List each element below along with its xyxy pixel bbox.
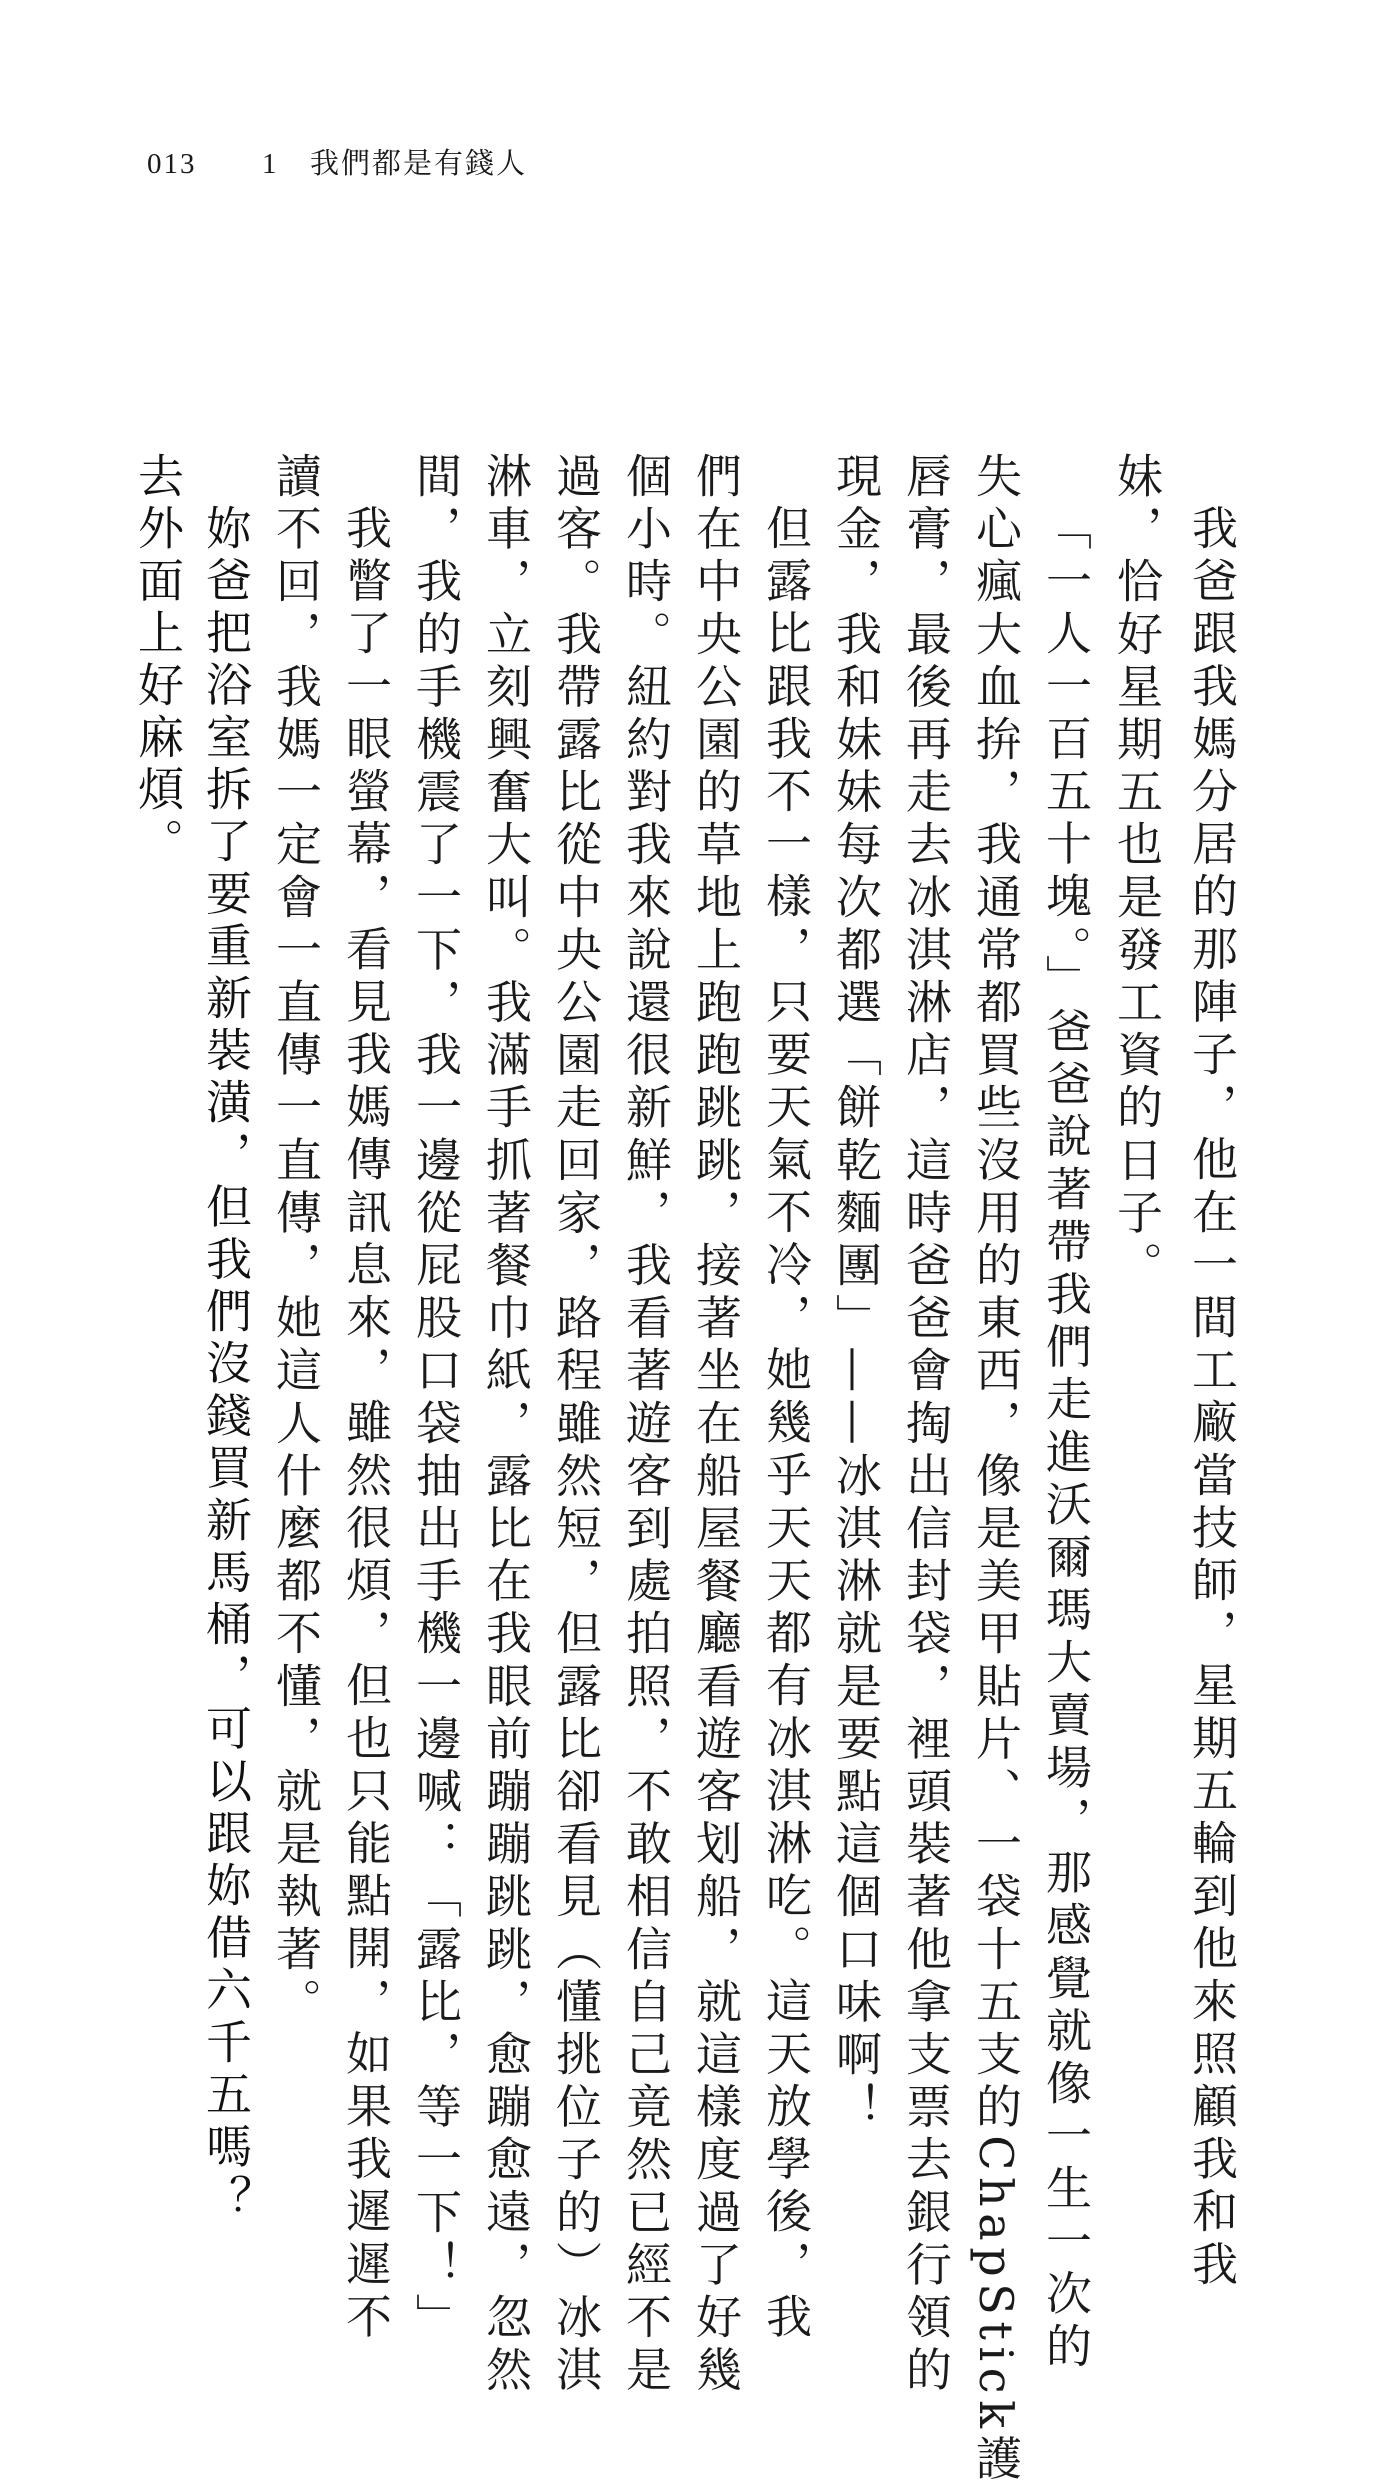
- text-column-10: 過客。我帶露比從中央公園走回家，路程雖然短，但露比卻看見（懂挑位子的）冰淇: [549, 452, 603, 2399]
- text-column-7: 但露比跟我不一樣，只要天氣不冷，她幾乎天天都有冰淇淋吃。這天放學後，我: [759, 504, 813, 2345]
- text-message-line-2: 去外面上好麻煩。: [131, 452, 185, 870]
- text-column-3: 「一人一百五十塊。」爸爸說著帶我們走進沃爾瑪大賣場，那感覺就像一生一次的: [1039, 504, 1093, 2375]
- chapter-title: 我們都是有錢人: [310, 146, 528, 180]
- text-column-14: 讀不回，我媽一定會一直傳一直傳，她這人什麼都不懂，就是執著。: [269, 452, 323, 2030]
- chapter-number: 1: [262, 148, 277, 180]
- text-column-5: 唇膏，最後再走去冰淇淋店，這時爸爸會掏出信封袋，裡頭裝著他拿支票去銀行領的: [899, 452, 953, 2399]
- text-column-2: 妹，恰好星期五也是發工資的日子。: [1110, 452, 1164, 1294]
- text-column-11: 淋車，立刻興奮大叫。我滿手抓著餐巾紙，露比在我眼前蹦蹦跳跳，愈蹦愈遠，忽然: [479, 452, 533, 2399]
- text-column-1: 我爸跟我媽分居的那陣子，他在一間工廠當技師，星期五輪到他來照顧我和我: [1185, 504, 1239, 2293]
- text-column-8: 們在中央公園的草地上跑跑跳跳，接著坐在船屋餐廳看遊客划船，就這樣度過了好幾: [689, 452, 743, 2399]
- text-column-13: 我瞥了一眼螢幕，看見我媽傳訊息來，雖然很煩，但也只能點開，如果我遲遲不: [339, 504, 393, 2345]
- page-number: 013: [147, 148, 197, 180]
- text-column-12: 間，我的手機震了一下，我一邊從屁股口袋抽出手機一邊喊：「露比，等一下！」: [409, 452, 463, 2346]
- text-column-4: 失心瘋大血拚，我通常都買些沒用的東西，像是美甲貼片、一袋十五支的ChapStick護: [969, 452, 1023, 2487]
- running-head: [147, 143, 527, 183]
- text-column-9: 個小時。紐約對我來說還很新鮮，我看著遊客到處拍照，不敢相信自己竟然已經不是: [619, 452, 673, 2399]
- text-column-6: 現金，我和妹妹每次都選「餅乾麵團」——冰淇淋就是要點這個口味啊！: [829, 452, 883, 2136]
- text-message-line-1: 妳爸把浴室拆了要重新裝潢，但我們沒錢買新馬桶，可以跟妳借六千五嗎？: [199, 504, 253, 2227]
- vertical-body-text: [120, 452, 1260, 2487]
